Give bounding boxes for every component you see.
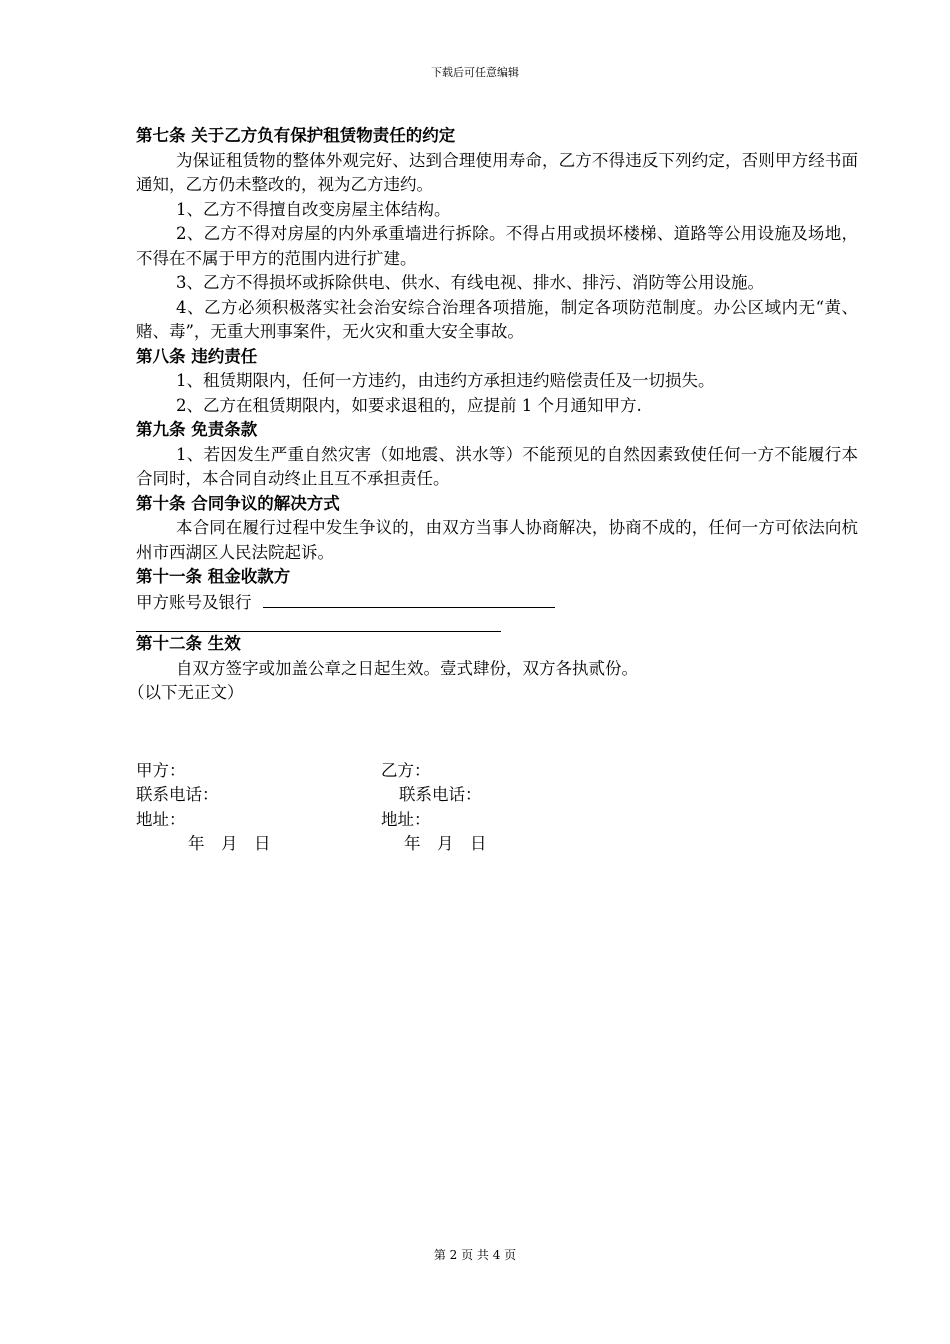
article-8-item-1: 1、租赁期限内，任何一方违约，由违约方承担违约赔偿责任及一切损失。 (176, 371, 715, 390)
end-note: （以下无正文） (128, 683, 244, 702)
article-7-title: 第七条 关于乙方负有保护租赁物责任的约定 (136, 126, 456, 145)
article-7-item-1: 1、乙方不得擅自改变房屋主体结构。 (176, 199, 451, 219)
signature-row-address (136, 808, 858, 833)
article-8-title: 第八条 违约责任 (136, 346, 258, 366)
party-a-address-label: 地址： (136, 809, 186, 829)
article-11-title: 第十一条 租金收款方 (136, 567, 291, 586)
account-blank-line[interactable] (136, 615, 501, 632)
article-7-item-4: 4、乙方必须积极落实社会治安综合治理各项措施，制定各项防范制度。办公区域内无“黄、赌、毒”，无重大刑事案件，无火灾和重大安全事故。 (136, 297, 858, 341)
account-label: 甲方账号及银行 (136, 592, 252, 612)
article-10-title: 第十条 合同争议的解决方式 (136, 493, 340, 513)
page-footer: 第 2 页 共 4 页 (433, 1248, 517, 1262)
article-7-item-3: 3、乙方不得损坏或拆除供电、供水、有线电视、排水、排污、消防等公用设施。 (176, 273, 764, 292)
signature-row-party (136, 759, 858, 784)
document-body (128, 124, 858, 857)
party-a-label: 甲方： (136, 760, 186, 780)
article-9-title: 第九条 免责条款 (136, 420, 258, 439)
article-8-item-2: 2、乙方在租赁期限内，如要求退租的，应提前 1 个月通知甲方. (176, 395, 642, 415)
signature-row-phone (136, 783, 858, 808)
article-12-title: 第十二条 生效 (136, 634, 241, 653)
article-12-text: 自双方签字或加盖公章之日起生效。壹式肆份，双方各执贰份。 (176, 658, 638, 678)
article-9-item-1: 1、若因发生严重自然灾害（如地震、洪水等）不能预见的自然因素致使任何一方不能履行本合同时，本合同自动终止且互不承担责任。 (136, 444, 858, 488)
article-7-item-2: 2、乙方不得对房屋的内外承重墙进行拆除。不得占用或损坏楼梯、道路等公用设施及场地，不得在不属于甲方的范围内进行扩建。 (136, 224, 858, 268)
party-a-date: 年 月 日 (188, 834, 271, 853)
party-a-phone-label: 联系电话： (136, 785, 219, 804)
party-b-phone-label: 联系电话： (399, 785, 482, 804)
signature-row-date (136, 832, 858, 857)
party-b-address-label: 地址： (381, 809, 431, 829)
party-b-date: 年 月 日 (404, 834, 487, 853)
party-b-label: 乙方： (381, 760, 431, 780)
account-blank-field[interactable] (263, 590, 555, 608)
account-row (136, 590, 858, 616)
article-10-text: 本合同在履行过程中发生争议的，由双方当事人协商解决，协商不成的，任何一方可依法向杭州市西湖区人民法院起诉。 (136, 518, 858, 562)
article-7-intro: 为保证租赁物的整体外观完好、达到合理使用寿命，乙方不得违反下列约定，否则甲方经书面通知，乙方仍未整改的，视为乙方违约。 (136, 150, 858, 194)
page-header: 下载后可任意编辑 (431, 66, 519, 79)
